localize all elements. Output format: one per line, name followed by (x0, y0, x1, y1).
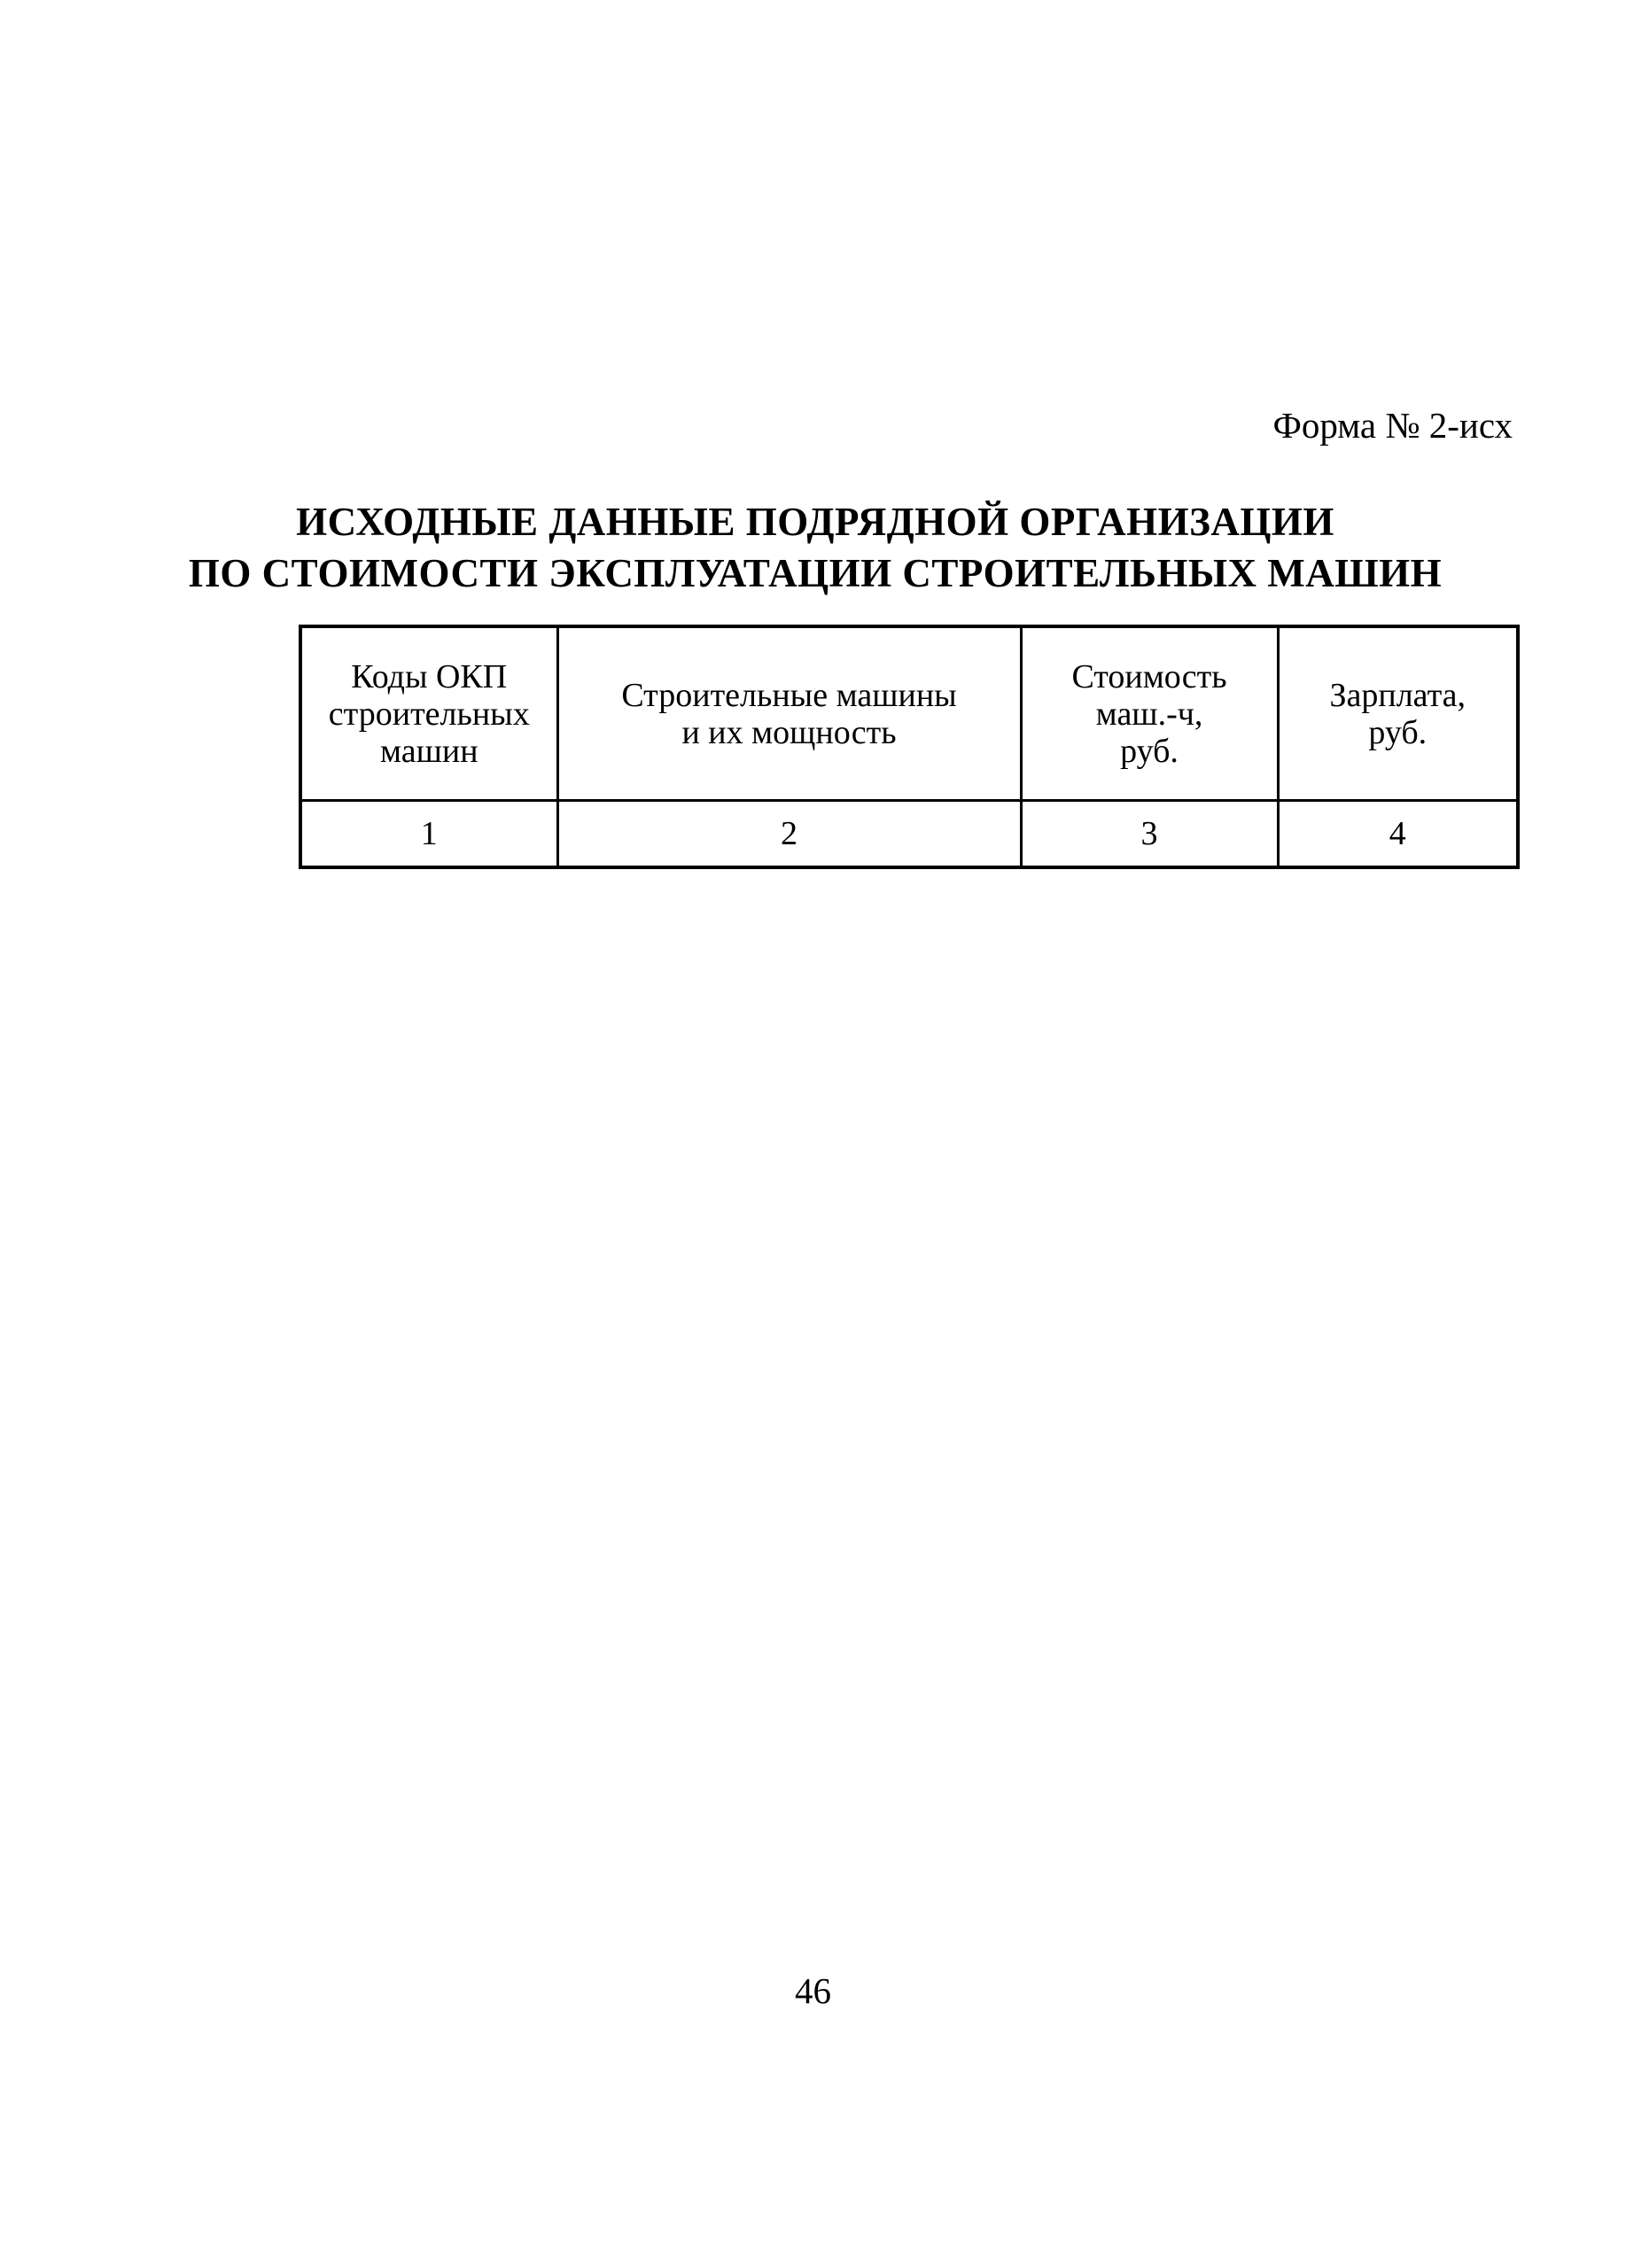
source-data-table (299, 625, 1520, 869)
document-title (177, 496, 1453, 599)
table-header-row (300, 626, 1518, 801)
title-line-1: ИСХОДНЫЕ ДАННЫЕ ПОДРЯДНОЙ ОРГАНИЗАЦИИ (296, 500, 1334, 544)
header-salary: Зарплата, руб. (1278, 626, 1518, 801)
page-number: 46 (795, 1970, 831, 2011)
header-machines-power: Строительные машины и их мощность (557, 626, 1021, 801)
header-okp-codes: Коды ОКП строительных машин (300, 626, 557, 801)
column-number: 2 (557, 801, 1021, 868)
column-number: 4 (1278, 801, 1518, 868)
header-machine-hour-cost: Стоимость маш.-ч, руб. (1021, 626, 1278, 801)
column-number: 1 (300, 801, 557, 868)
column-number-row (300, 801, 1518, 868)
title-line-2: ПО СТОИМОСТИ ЭКСПЛУАТАЦИИ СТРОИТЕЛЬНЫХ МАШИН (188, 551, 1443, 595)
column-number: 3 (1021, 801, 1278, 868)
form-number: Форма № 2-исх (1272, 405, 1513, 446)
